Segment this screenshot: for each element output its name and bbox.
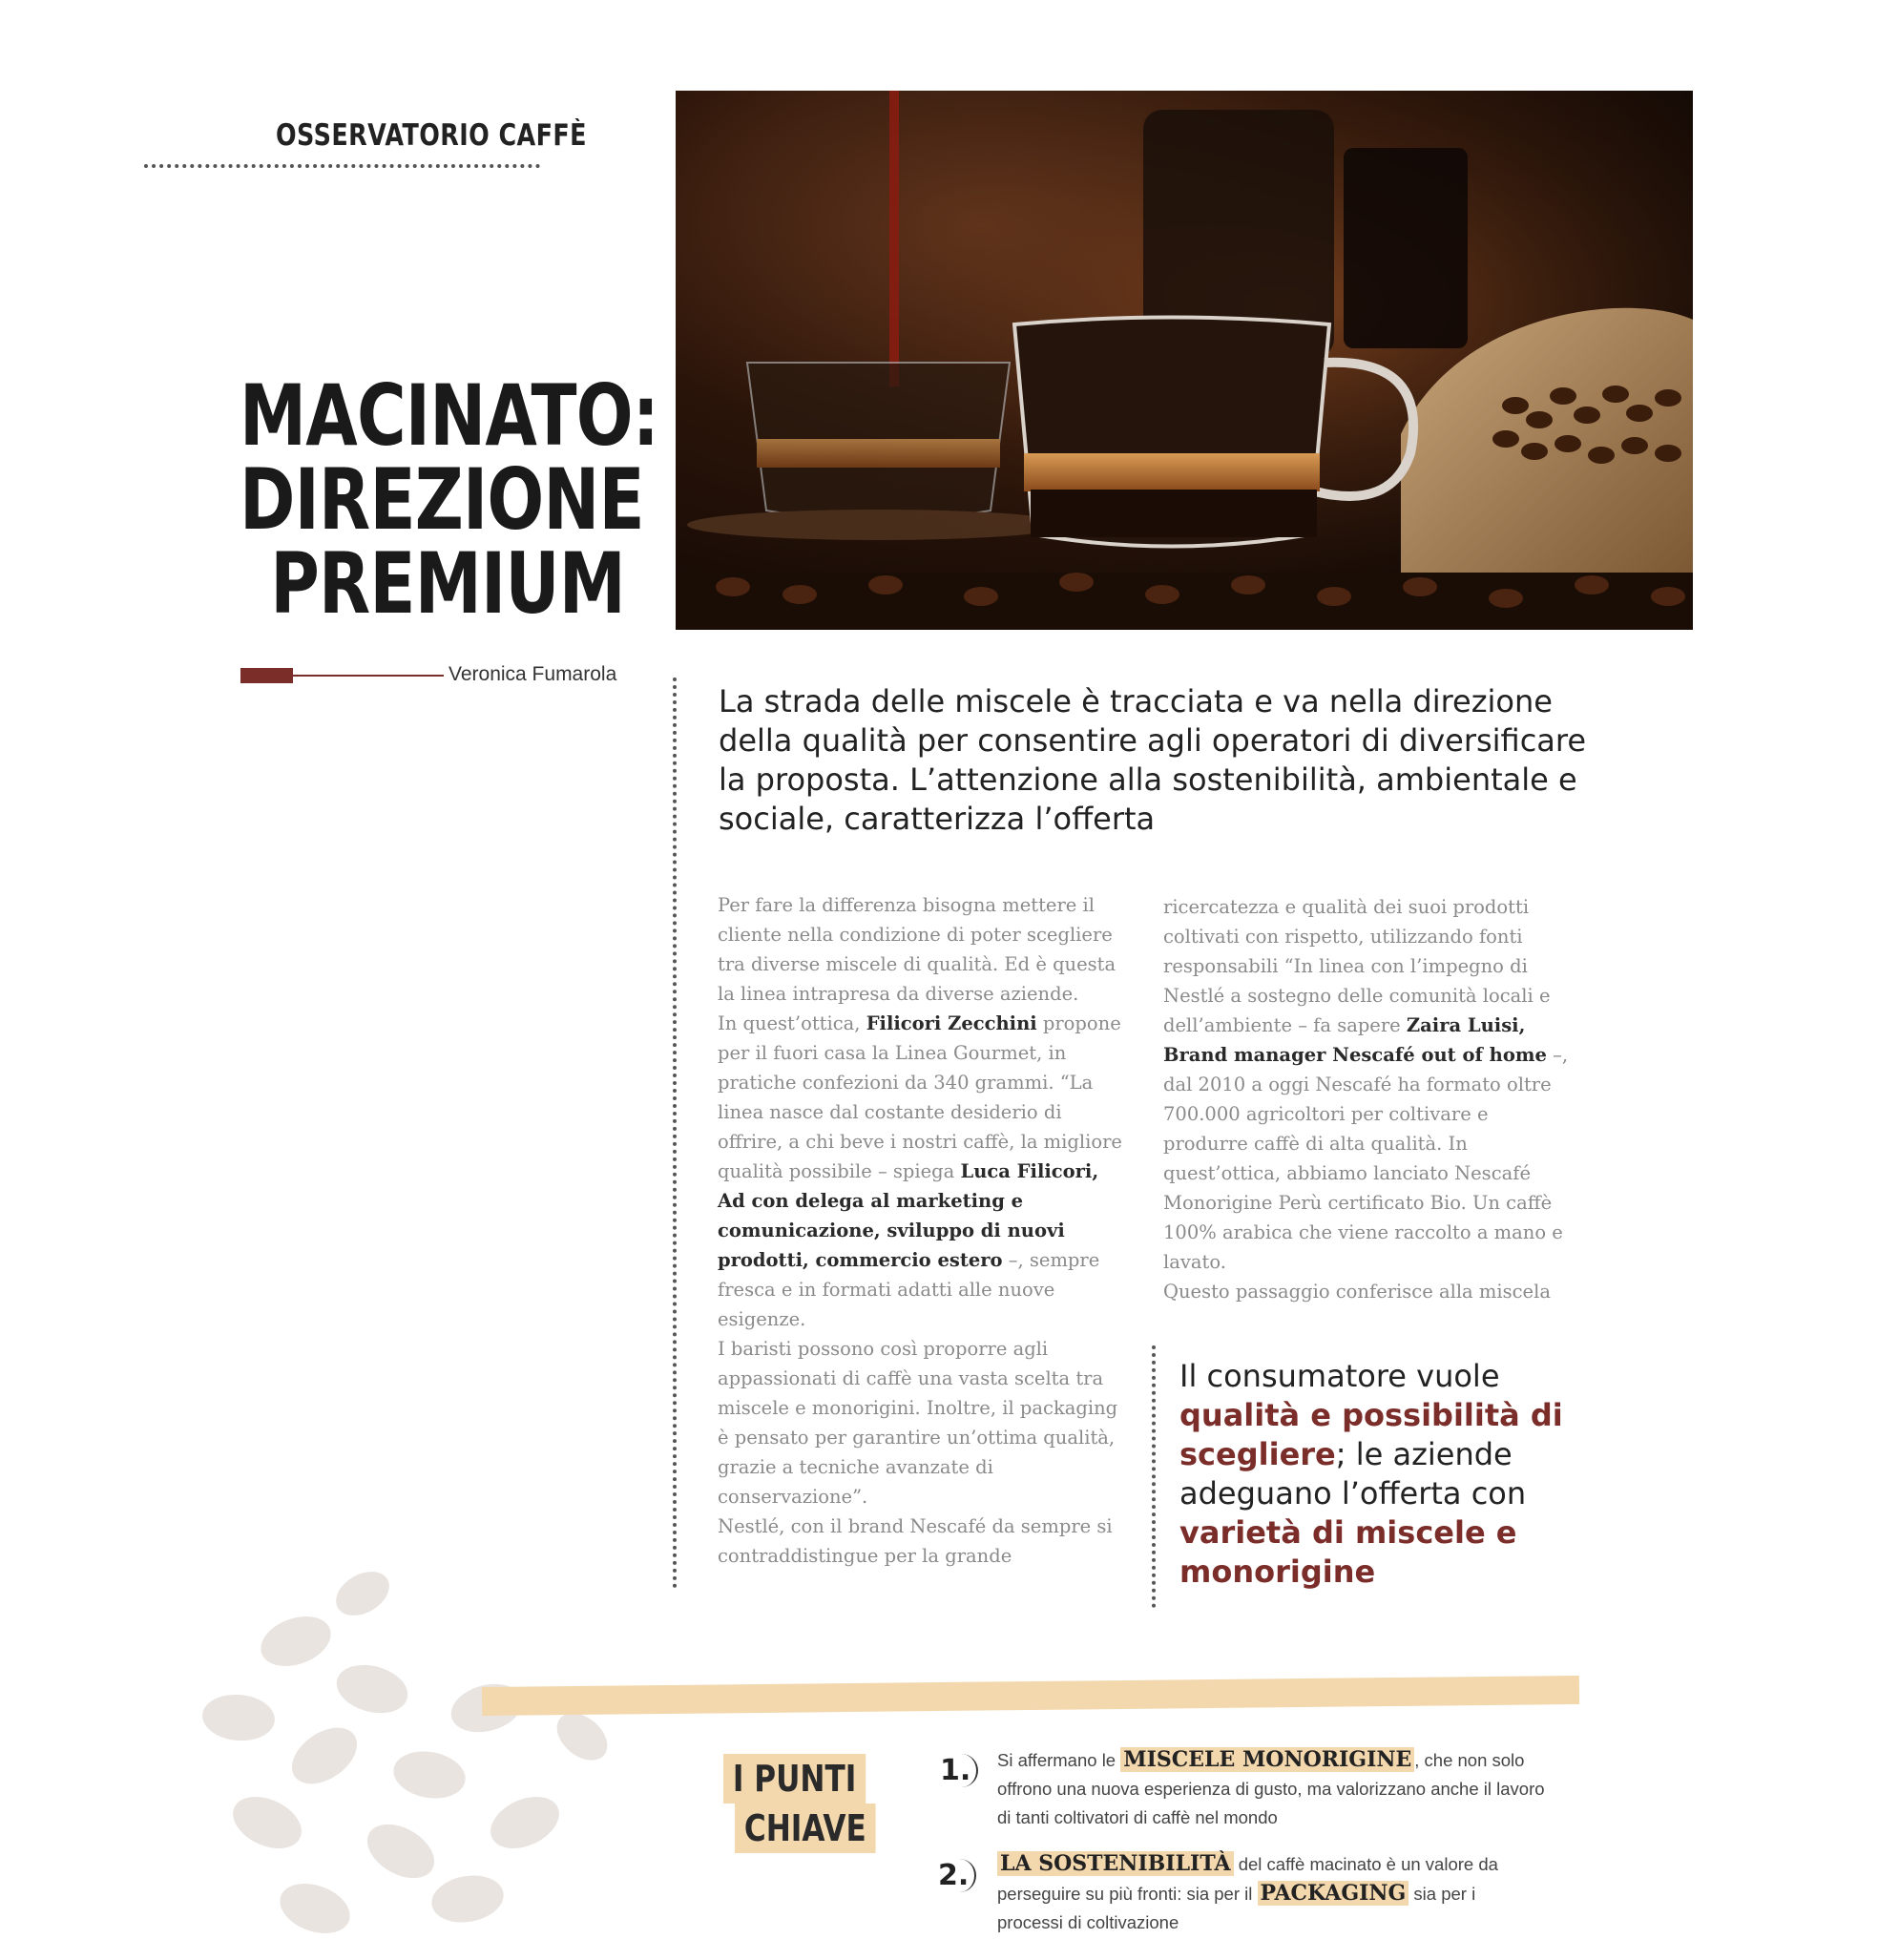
col1-paragraph-3: I baristi possono così proporre agli appassionati di caffè una vasta scelta tra miscele e monorigini. Inoltre, il packaging è pensato per garantire un’ottima qualità, grazie a tecniche avanzate di conservazione”.: [718, 1338, 1118, 1508]
col1-paragraph-1: Per fare la differenza bisogna mettere il cliente nella condizione di poter scegliere tra diverse miscele di qualità. Ed è questa la linea intrapresa da diverse aziende.: [718, 894, 1116, 1005]
key-point-2: LA SOSTENIBILITÀ del caffè macinato è un valore da perseguire su più fronti: sia per il PACKAGING sia per i processi di coltivazione: [997, 1851, 1498, 1932]
col1-paragraph-2: In quest’ottica, Filicori Zecchini propone per il fuori casa la Linea Gourmet, in pratiche confezioni da 340 grammi. “La linea nasce dal costante desiderio di offrire, a chi beve i nostri caffè, la migliore qualità possibile – spiega Luca Filicori, Ad con delega al marketing e comunicazione, sviluppo di nuovi prodotti, commercio estero –, sempre fresca e in formati adatti alle nuove esigenze.: [718, 1012, 1122, 1330]
title-line-2: DIREZIONE: [240, 450, 644, 549]
col2-paragraph-2: Questo passaggio conferisce alla miscela: [1163, 1281, 1551, 1303]
key-point-number-2: 2.: [938, 1859, 976, 1892]
article-title: [143, 366, 659, 633]
hero-coffee-photo: [676, 91, 1693, 630]
key-point-1-highlight: MISCELE MONORIGINE: [1120, 1747, 1414, 1772]
key-point-2-highlight-1: LA SOSTENIBILITÀ: [997, 1851, 1234, 1876]
person-luca-filicori: Luca Filicori, Ad con delega al marketing e comunicazione, sviluppo di nuovi prodotti, commercio estero: [718, 1160, 1099, 1271]
quote-highlight-2: varietà di miscele e monorigine: [1179, 1514, 1517, 1590]
quote-highlight-1: qualità e possibilità di scegliere: [1179, 1397, 1563, 1472]
col2-paragraph-1: ricercatezza e qualità dei suoi prodotti coltivati con rispetto, utilizzando fonti responsabili “In linea con l’impegno di Nestlé a sostegno delle comunità locali e dell’ambiente – fa sapere Zaira Luisi, Brand manager Nescafé out of home –, dal 2010 a oggi Nescafé ha formato oltre 700.000 agricoltori per coltivare e produrre caffè di alta qualità. In quest’ottica, abbiamo lanciato Nescafé Monorigine Perù certificato Bio. Un caffè 100% arabica che viene raccolto a mano e lavato.: [1163, 896, 1569, 1273]
title-line-1: MACINATO:: [240, 366, 659, 465]
byline-accent-line: [293, 675, 444, 677]
coffee-cups-illustration: [676, 91, 1693, 630]
key-points-title-line-1: I PUNTI: [723, 1754, 866, 1804]
beans-pattern-icon: [181, 1489, 792, 1955]
lead-dotted-rule: [673, 678, 677, 1589]
section-divider: [144, 164, 540, 168]
company-name-filicori: Filicori Zecchini: [866, 1012, 1037, 1034]
quote-dotted-rule: [1152, 1345, 1156, 1608]
coffee-beans-texture: [181, 1489, 792, 1955]
article-lead: La strada delle miscele è tracciata e va nella direzione della qualità per consentire agli operatori di diversificare la proposta. L’attenzione alla sostenibilità, ambientale e sociale, caratterizza l’offerta: [719, 683, 1587, 837]
byline-accent-bar: [240, 668, 293, 683]
key-point-number-1: 1.: [940, 1754, 978, 1787]
person-zaira-luisi: Zaira Luisi, Brand manager Nescafé out of home: [1163, 1014, 1547, 1066]
author-byline: Veronica Fumarola: [449, 663, 617, 685]
key-points-title: [723, 1754, 907, 1853]
pull-quote: Il consumatore vuole qualità e possibilità di scegliere; le aziende adeguano l’offerta con varietà di miscele e monorigine: [1179, 1358, 1563, 1590]
key-points-title-line-2: CHIAVE: [735, 1804, 876, 1853]
title-line-3: PREMIUM: [270, 534, 625, 633]
body-column-1: [718, 890, 1128, 1571]
key-point-1: Si affermano le MISCELE MONORIGINE , che non solo offrono una nuova esperienza di gusto, ma valorizzano anche il lavoro di tanti coltivatori di caffè nel mondo: [997, 1747, 1545, 1827]
key-point-2-highlight-2: PACKAGING: [1258, 1881, 1409, 1906]
col1-paragraph-4: Nestlé, con il brand Nescafé da sempre si contraddistingue per la grande: [718, 1515, 1113, 1567]
body-column-2: [1163, 892, 1574, 1306]
section-label: OSSERVATORIO CAFFÈ: [276, 118, 587, 153]
